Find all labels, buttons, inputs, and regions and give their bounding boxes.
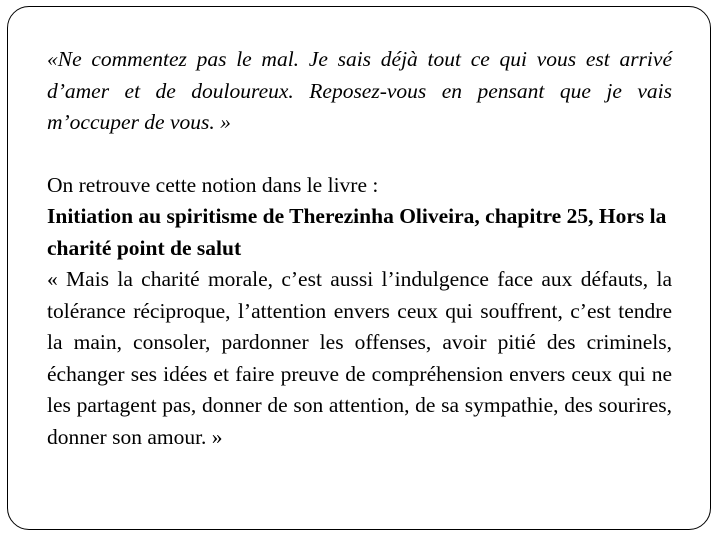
slide-content: [47, 44, 672, 453]
excerpt-paragraph: « Mais la charité morale, c’est aussi l’indulgence face aux défauts, la tolérance réciproque, l’attention envers ceux qui souffrent, c’est tendre la main, consoler, pardonner les offenses, avoir pitié des criminels, échanger ses idées et faire preuve de compréhension envers ceux qui ne les partagent pas, donner de son attention, de sa sympathie, des sourires, donner son amour. »: [47, 267, 672, 449]
quote-paragraph: «Ne commentez pas le mal. Je sais déjà tout ce qui vous est arrivé d’amer et de douloureux. Reposez-vous en pensant que je vais m’occuper de vous. »: [47, 47, 672, 134]
book-reference: Initiation au spiritisme de Therezinha Oliveira, chapitre 25, Hors la charité point de salut: [47, 204, 667, 260]
intro-line: On retrouve cette notion dans le livre :: [47, 172, 379, 197]
